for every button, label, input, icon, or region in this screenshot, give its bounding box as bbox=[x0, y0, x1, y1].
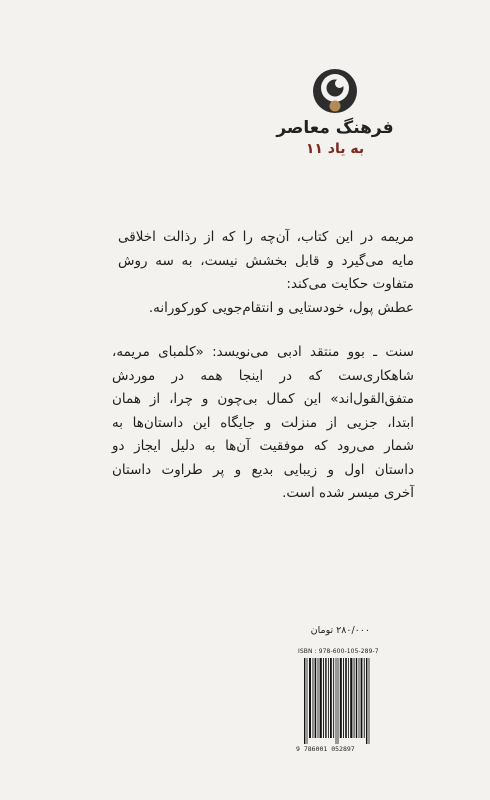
blurb-paragraph-1 bbox=[118, 226, 414, 320]
blurb-line: متفق‌القول‌اند» این کمال بی‌چون و چرا، از همان bbox=[112, 391, 414, 407]
blurb-line: شمار می‌رود که موفقیت آن‌ها به دلیل ایجاز دو bbox=[112, 438, 414, 454]
blurb-line: مریمه در این کتاب، آن‌چه را که از رذالت اخلاقی bbox=[118, 229, 414, 245]
isbn-label: ISBN : 978-600-105-289-7 bbox=[298, 648, 379, 655]
blurb-line: شاهکاری‌ست که در اینجا همه در موردش bbox=[112, 367, 414, 384]
publisher-logo-icon bbox=[312, 68, 358, 114]
series-label: به یاد ۱۱ bbox=[305, 141, 365, 157]
blurb-line: آخری میسر شده است. bbox=[282, 485, 414, 501]
blurb-line: مایه می‌گیرد و قابل بخشش نیست، به سه روش bbox=[118, 252, 414, 269]
barcode-icon bbox=[300, 656, 374, 746]
publisher-name: فرهنگ معاصر bbox=[276, 118, 394, 138]
blurb-line: عطش پول، خودستایی و انتقام‌جویی کورکورانه. bbox=[148, 299, 414, 316]
blurb-paragraph-2 bbox=[112, 341, 414, 506]
price-label: ۲۸۰/۰۰۰ تومان bbox=[310, 625, 370, 636]
blurb-line: داستان اول و زیبایی بدیع و پر طراوت داستان bbox=[112, 461, 414, 478]
blurb-line: متفاوت حکایت می‌کند: bbox=[286, 276, 414, 292]
barcode-digits: 9 786001 052897 bbox=[296, 745, 355, 753]
blurb-line: ابتدا، جزیی از منزلت و جایگاه این داستان‌ها به bbox=[112, 414, 414, 431]
blurb-line: سنت ـ بوو منتقد ادبی می‌نویسد: «کلمبای مریمه، bbox=[112, 344, 414, 360]
